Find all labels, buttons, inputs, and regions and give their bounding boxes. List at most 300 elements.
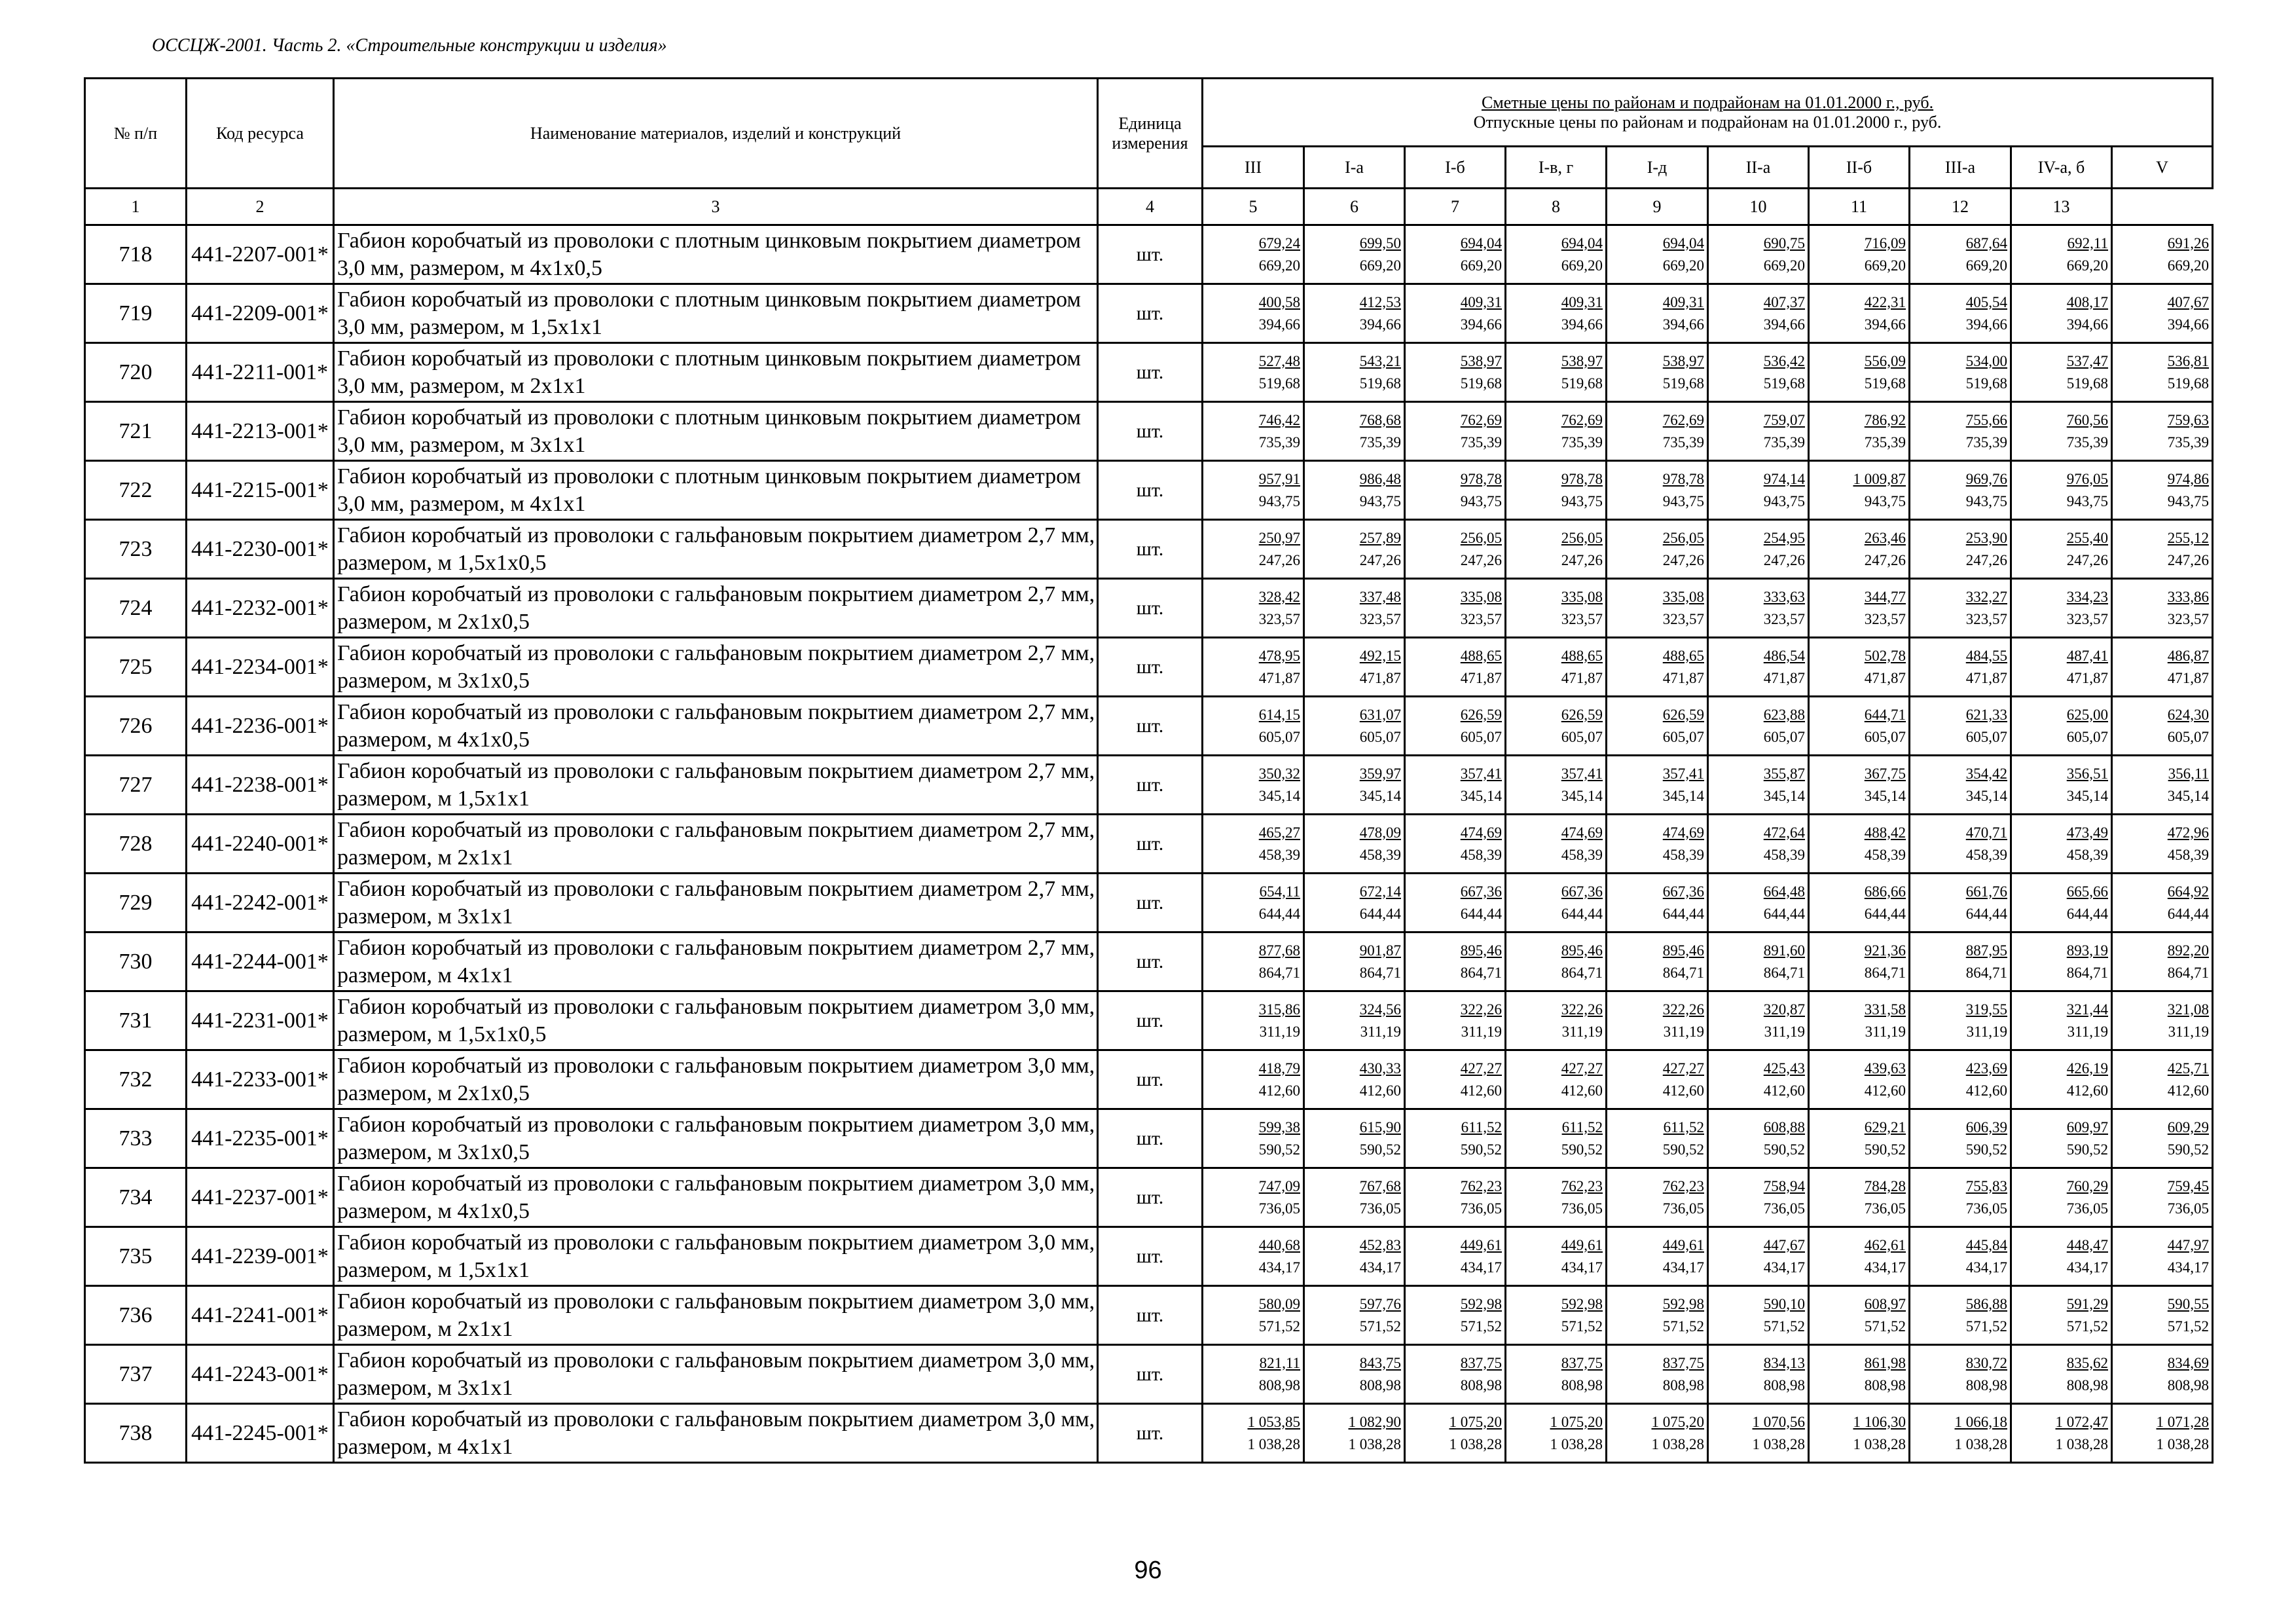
estimate-price: 409,31 [1460,293,1502,310]
unit-of-measure: шт. [1098,1286,1203,1345]
release-price: 323,57 [2066,610,2108,627]
price-cell [1809,579,1910,638]
release-price: 471,87 [2066,669,2108,686]
price-cell [2011,284,2112,343]
estimate-price: 488,65 [1662,647,1704,664]
price-cell [1506,225,1607,284]
release-price: 605,07 [2167,728,2210,745]
release-price: 943,75 [1258,492,1300,509]
release-price: 434,17 [2167,1259,2210,1276]
estimate-price: 484,55 [1965,647,2007,664]
estimate-price: 439,63 [1864,1060,1906,1077]
release-price: 434,17 [1662,1259,1704,1276]
header-price-caption [1203,79,2213,147]
release-price: 434,17 [1460,1259,1502,1276]
price-cell [2112,1286,2213,1345]
estimate-price: 357,41 [1561,765,1603,782]
estimate-price: 746,42 [1258,411,1300,428]
release-price: 605,07 [2066,728,2108,745]
column-number: 4 [1098,189,1203,225]
release-price: 605,07 [1460,728,1502,745]
price-cell [1203,1286,1304,1345]
release-price: 394,66 [2167,316,2210,333]
estimate-price: 332,27 [1965,588,2007,605]
price-cell [2112,461,2213,520]
price-cell [1809,1345,1910,1404]
estimate-price: 692,11 [2067,234,2108,251]
estimate-price: 256,05 [1460,529,1502,546]
price-cell [1304,520,1405,579]
estimate-price: 599,38 [1258,1118,1300,1135]
release-price: 590,52 [2167,1141,2210,1158]
header-code: Код ресурса [187,79,334,189]
release-price: 394,66 [2066,316,2108,333]
price-cell [1607,343,1708,402]
release-price: 943,75 [1864,492,1906,509]
estimate-price: 319,55 [1965,1001,2007,1018]
price-cell [2011,932,2112,991]
resource-code: 441-2243-001* [187,1345,334,1404]
price-cell [2011,520,2112,579]
estimate-price: 974,86 [2167,470,2210,487]
table-row [85,1404,2213,1463]
release-price: 943,75 [1359,492,1401,509]
release-price: 323,57 [1662,610,1704,627]
release-price: 943,75 [2167,492,2210,509]
price-cell [1910,461,2011,520]
price-cell [2112,225,2213,284]
release-price: 943,75 [1965,492,2007,509]
price-cell [1708,402,1809,461]
release-price: 311,19 [1663,1023,1704,1040]
release-price: 735,39 [1359,434,1401,451]
estimate-price: 335,08 [1561,588,1603,605]
release-price: 434,17 [2066,1259,2108,1276]
price-cell [1405,638,1506,697]
release-price: 669,20 [1359,257,1401,274]
price-cell [2112,1404,2213,1463]
estimate-price: 694,04 [1561,234,1603,251]
estimate-price: 470,71 [1965,824,2007,841]
estimate-price: 661,76 [1965,883,2007,900]
price-cell [1809,1286,1910,1345]
release-price: 864,71 [1460,964,1502,981]
release-price: 864,71 [1662,964,1704,981]
price-cell [1506,991,1607,1050]
price-cell [1809,756,1910,815]
price-cell [1809,874,1910,932]
estimate-price: 474,69 [1662,824,1704,841]
price-cell [1607,932,1708,991]
estimate-price: 357,41 [1460,765,1502,782]
estimate-price: 667,36 [1561,883,1603,900]
row-number: 723 [85,520,187,579]
release-price: 669,20 [1763,257,1805,274]
estimate-price: 821,11 [1259,1354,1300,1371]
release-price: 247,26 [1763,551,1805,568]
release-price: 864,71 [2167,964,2210,981]
unit-of-measure: шт. [1098,815,1203,874]
material-name: Габион коробчатый из проволоки с гальфановым покрытием диаметром 3,0 мм, размером, м 4х1х0,5 [334,1168,1098,1227]
price-cell [1910,815,2011,874]
resource-code: 441-2230-001* [187,520,334,579]
material-name: Габион коробчатый из проволоки с плотным цинковым покрытием диаметром 3,0 мм, размером, м 1,5х1х1 [334,284,1098,343]
price-cell [2112,697,2213,756]
price-cell [1304,932,1405,991]
estimate-price: 412,53 [1359,293,1401,310]
column-number: 1 [85,189,187,225]
estimate-price: 837,75 [1460,1354,1502,1371]
release-price: 644,44 [1965,905,2007,922]
estimate-price: 488,42 [1864,824,1906,841]
table-row [85,343,2213,402]
estimate-price: 427,27 [1561,1060,1603,1077]
estimate-price: 472,64 [1763,824,1805,841]
price-cell [1809,343,1910,402]
price-cell [1506,402,1607,461]
estimate-price: 255,12 [2167,529,2210,546]
estimate-price: 334,23 [2066,588,2108,605]
price-cell [1607,402,1708,461]
release-price: 1 038,28 [1348,1435,1401,1452]
release-price: 605,07 [1763,728,1805,745]
unit-of-measure: шт. [1098,638,1203,697]
column-number: 13 [2011,189,2112,225]
estimate-price: 834,69 [2167,1354,2210,1371]
price-cell [1405,1168,1506,1227]
price-cell [1304,756,1405,815]
estimate-price: 256,05 [1662,529,1704,546]
region-header: I-а [1304,147,1405,189]
price-cell [2011,815,2112,874]
release-price: 571,52 [1763,1318,1805,1335]
price-cell [2112,932,2213,991]
estimate-price: 357,41 [1662,765,1704,782]
column-number: 9 [1607,189,1708,225]
estimate-price: 895,46 [1561,942,1603,959]
estimate-price: 978,78 [1662,470,1704,487]
release-price: 1 038,28 [2156,1435,2210,1452]
release-price: 808,98 [1460,1376,1502,1393]
release-price: 605,07 [1561,728,1603,745]
estimate-price: 760,56 [2066,411,2108,428]
release-price: 644,44 [1359,905,1401,922]
release-price: 519,68 [1561,375,1603,392]
price-cell [1708,1168,1809,1227]
row-number: 737 [85,1345,187,1404]
release-price: 736,05 [1561,1200,1603,1217]
release-price: 736,05 [1258,1200,1300,1217]
price-cell [1304,402,1405,461]
release-price: 311,19 [1259,1023,1300,1040]
release-price: 943,75 [1460,492,1502,509]
material-name: Габион коробчатый из проволоки с плотным цинковым покрытием диаметром 3,0 мм, размером, м 4х1х0,5 [334,225,1098,284]
estimate-price: 527,48 [1258,352,1300,369]
price-cell [1304,284,1405,343]
estimate-price: 502,78 [1864,647,1906,664]
release-price: 590,52 [1258,1141,1300,1158]
price-cell [2011,874,2112,932]
release-price: 590,52 [1763,1141,1805,1158]
row-number: 721 [85,402,187,461]
estimate-price: 837,75 [1662,1354,1704,1371]
material-name: Габион коробчатый из проволоки с гальфановым покрытием диаметром 2,7 мм, размером, м 2х1х0,5 [334,579,1098,638]
price-cell [1607,461,1708,520]
table-row [85,1345,2213,1404]
price-cell [2112,1227,2213,1286]
estimate-price: 623,88 [1763,706,1805,723]
estimate-price: 423,69 [1965,1060,2007,1077]
estimate-price: 611,52 [1561,1118,1603,1135]
estimate-price: 488,65 [1561,647,1603,664]
estimate-price: 625,00 [2066,706,2108,723]
price-cell [1405,579,1506,638]
release-price: 471,87 [1965,669,2007,686]
column-number: 10 [1708,189,1809,225]
estimate-price: 895,46 [1662,942,1704,959]
release-price: 519,68 [1460,375,1502,392]
estimate-price: 256,05 [1561,529,1603,546]
release-price: 471,87 [1460,669,1502,686]
row-number: 736 [85,1286,187,1345]
release-price: 247,26 [1561,551,1603,568]
release-price: 311,19 [1865,1023,1906,1040]
table-row [85,284,2213,343]
price-cell [1708,284,1809,343]
row-number: 726 [85,697,187,756]
release-price: 736,05 [2066,1200,2108,1217]
estimate-price: 488,65 [1460,647,1502,664]
release-price: 644,44 [1561,905,1603,922]
estimate-price: 892,20 [2167,942,2210,959]
region-header: II-а [1708,147,1809,189]
estimate-price: 474,69 [1561,824,1603,841]
price-cell [1910,638,2011,697]
release-price: 412,60 [1561,1082,1603,1099]
material-name: Габион коробчатый из проволоки с плотным цинковым покрытием диаметром 3,0 мм, размером, м 3х1х1 [334,402,1098,461]
release-price: 644,44 [1864,905,1906,922]
release-price: 434,17 [1258,1259,1300,1276]
price-cell [2011,1404,2112,1463]
row-number: 731 [85,991,187,1050]
estimate-price: 250,97 [1258,529,1300,546]
release-price: 644,44 [1258,905,1300,922]
price-cell [1405,284,1506,343]
estimate-price: 877,68 [1258,942,1300,959]
release-price: 571,52 [1359,1318,1401,1335]
release-price: 323,57 [1864,610,1906,627]
release-price: 1 038,28 [2055,1435,2108,1452]
estimate-price: 538,97 [1561,352,1603,369]
estimate-price: 1 071,28 [2156,1413,2210,1430]
region-header: II-б [1809,147,1910,189]
price-cell [1607,1404,1708,1463]
release-price: 394,66 [1359,316,1401,333]
estimate-price: 473,49 [2066,824,2108,841]
release-price: 808,98 [1763,1376,1805,1393]
release-price: 311,19 [1764,1023,1805,1040]
price-cell [1506,520,1607,579]
release-price: 864,71 [2066,964,2108,981]
price-cell [1506,461,1607,520]
resource-code: 441-2233-001* [187,1050,334,1109]
unit-of-measure: шт. [1098,991,1203,1050]
table-body [85,225,2213,1463]
release-price: 808,98 [2066,1376,2108,1393]
resource-code: 441-2234-001* [187,638,334,697]
estimate-price: 626,59 [1460,706,1502,723]
release-price: 247,26 [2167,551,2210,568]
release-price: 735,39 [1662,434,1704,451]
release-price: 519,68 [1258,375,1300,392]
estimate-price: 667,36 [1662,883,1704,900]
release-price: 247,26 [1258,551,1300,568]
release-price: 412,60 [1864,1082,1906,1099]
release-price: 458,39 [1662,846,1704,863]
material-name: Габион коробчатый из проволоки с гальфановым покрытием диаметром 3,0 мм, размером, м 3х1х1 [334,1345,1098,1404]
estimate-price: 624,30 [2167,706,2210,723]
release-price: 434,17 [1359,1259,1401,1276]
release-price: 458,39 [1561,846,1603,863]
price-cell [1203,1109,1304,1168]
release-price: 864,71 [1258,964,1300,981]
release-price: 943,75 [1561,492,1603,509]
estimate-price: 320,87 [1763,1001,1805,1018]
estimate-price: 611,52 [1461,1118,1502,1135]
price-cell [1910,932,2011,991]
release-price: 323,57 [1965,610,2007,627]
estimate-price: 957,91 [1258,470,1300,487]
estimate-price: 474,69 [1460,824,1502,841]
release-price: 519,68 [1864,375,1906,392]
unit-of-measure: шт. [1098,225,1203,284]
column-number-row [85,189,2213,225]
estimate-price: 586,88 [1965,1295,2007,1312]
table-row [85,1050,2213,1109]
price-cell [1405,343,1506,402]
release-price: 669,20 [1965,257,2007,274]
release-price: 345,14 [1258,787,1300,804]
release-price: 590,52 [1561,1141,1603,1158]
release-price: 519,68 [2167,375,2210,392]
price-cell [1607,284,1708,343]
row-number: 719 [85,284,187,343]
release-price: 808,98 [1662,1376,1704,1393]
estimate-price: 322,26 [1662,1001,1704,1018]
release-price: 471,87 [1359,669,1401,686]
resource-code: 441-2239-001* [187,1227,334,1286]
unit-of-measure: шт. [1098,932,1203,991]
price-cell [1405,1286,1506,1345]
table-row [85,402,2213,461]
release-price: 605,07 [1258,728,1300,745]
release-price: 1 038,28 [1247,1435,1300,1452]
estimate-price: 407,37 [1763,293,1805,310]
release-price: 412,60 [2167,1082,2210,1099]
price-cell [2112,1168,2213,1227]
release-price: 736,05 [2167,1200,2210,1217]
release-price: 519,68 [1763,375,1805,392]
table-row [85,579,2213,638]
table-row [85,461,2213,520]
estimate-price: 447,97 [2167,1236,2210,1253]
estimate-price: 644,71 [1864,706,1906,723]
header-name: Наименование материалов, изделий и конструкций [334,79,1098,189]
estimate-price: 755,66 [1965,411,2007,428]
estimate-price: 614,15 [1258,706,1300,723]
row-number: 724 [85,579,187,638]
resource-code: 441-2237-001* [187,1168,334,1227]
estimate-price: 1 009,87 [1853,470,1906,487]
release-price: 458,39 [1460,846,1502,863]
release-price: 471,87 [1864,669,1906,686]
estimate-price: 590,55 [2167,1295,2210,1312]
estimate-price: 536,42 [1763,352,1805,369]
price-cell [2112,579,2213,638]
price-cell [1506,697,1607,756]
release-price: 394,66 [1460,316,1502,333]
price-cell [1809,284,1910,343]
resource-code: 441-2235-001* [187,1109,334,1168]
estimate-price: 835,62 [2066,1354,2108,1371]
release-price: 1 038,28 [1550,1435,1603,1452]
price-cell [1910,1109,2011,1168]
estimate-price: 830,72 [1965,1354,2007,1371]
unit-of-measure: шт. [1098,461,1203,520]
price-cell [1506,874,1607,932]
release-price: 735,39 [2167,434,2210,451]
price-cell [1203,1050,1304,1109]
release-price: 943,75 [2066,492,2108,509]
price-cell [1910,402,2011,461]
price-cell [1809,1109,1910,1168]
price-cell [1506,1168,1607,1227]
estimate-price: 786,92 [1864,411,1906,428]
release-price: 412,60 [1662,1082,1704,1099]
price-cell [1607,1345,1708,1404]
estimate-price: 1 075,20 [1651,1413,1704,1430]
release-price: 471,87 [1662,669,1704,686]
price-cell [1203,815,1304,874]
estimate-price: 1 066,18 [1954,1413,2007,1430]
estimate-price: 355,87 [1763,765,1805,782]
row-number: 722 [85,461,187,520]
price-cell [2011,343,2112,402]
unit-of-measure: шт. [1098,520,1203,579]
price-cell [1910,284,2011,343]
release-price: 735,39 [1763,434,1805,451]
price-cell [1304,579,1405,638]
estimate-price: 322,26 [1460,1001,1502,1018]
release-price: 669,20 [1258,257,1300,274]
price-caption-release: Отпускные цены по районам и подрайонам на 01.01.2000 г., руб. [1473,112,1942,132]
release-price: 644,44 [1662,905,1704,922]
material-name: Габион коробчатый из проволоки с гальфановым покрытием диаметром 2,7 мм, размером, м 2х1х1 [334,815,1098,874]
estimate-price: 978,78 [1561,470,1603,487]
price-cell [1405,991,1506,1050]
release-price: 247,26 [1965,551,2007,568]
column-number: 12 [1910,189,2011,225]
table-row [85,1286,2213,1345]
release-price: 311,19 [1561,1023,1603,1040]
price-cell [1304,1404,1405,1463]
estimate-price: 762,69 [1662,411,1704,428]
table-row [85,1168,2213,1227]
estimate-price: 440,68 [1258,1236,1300,1253]
price-cell [1607,225,1708,284]
price-cell [1203,343,1304,402]
release-price: 458,39 [1763,846,1805,863]
